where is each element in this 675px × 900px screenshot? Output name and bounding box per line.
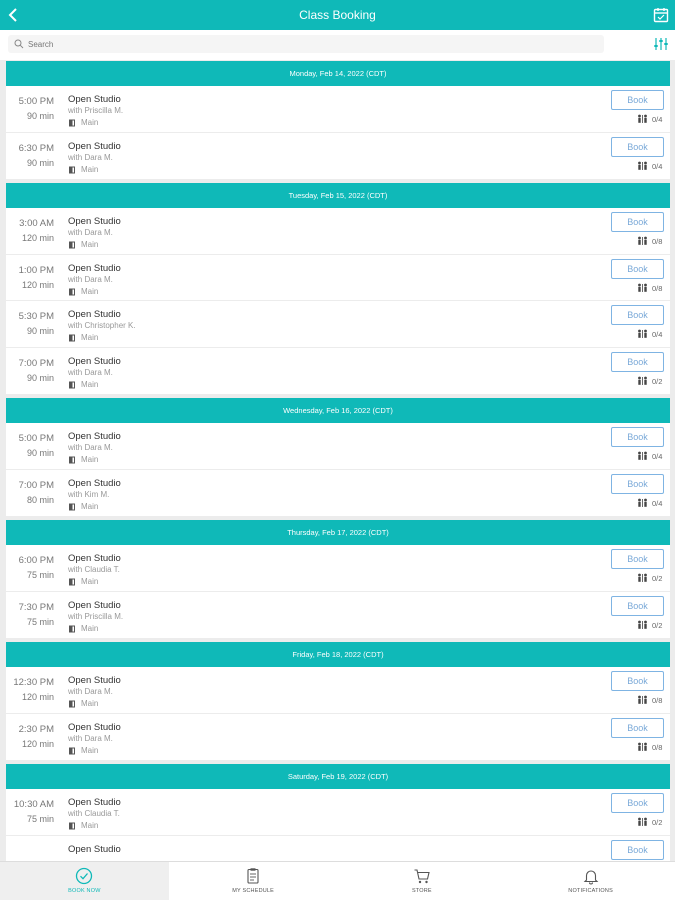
- book-button[interactable]: Book: [611, 718, 664, 738]
- tab-label: BOOK NOW: [68, 888, 101, 894]
- session-duration: 120 min: [21, 738, 54, 749]
- day-header: Saturday, Feb 19, 2022 (CDT): [6, 764, 670, 789]
- session-time: 6:00 PM: [18, 555, 54, 566]
- sliders-icon[interactable]: [653, 36, 669, 52]
- calendar-icon[interactable]: [653, 7, 669, 23]
- capacity-count: 0/2: [652, 376, 663, 386]
- book-button[interactable]: Book: [611, 427, 664, 447]
- location-label: Main: [81, 699, 99, 708]
- search-box[interactable]: [8, 35, 604, 53]
- book-button[interactable]: Book: [611, 137, 664, 157]
- people-icon: [637, 498, 648, 508]
- room-icon: [68, 456, 76, 464]
- session-duration: 90 min: [26, 157, 54, 168]
- session-time: 10:30 AM: [13, 799, 54, 810]
- room-icon: [68, 119, 76, 127]
- tab-label: STORE: [411, 888, 432, 894]
- instructor-name: with Dara M.: [68, 687, 113, 696]
- session-time: 5:30 PM: [18, 311, 54, 322]
- session-time: 7:30 PM: [18, 601, 54, 613]
- class-name: Open Studio: [68, 721, 121, 733]
- day-header: Wednesday, Feb 16, 2022 (CDT): [6, 398, 670, 423]
- tab-label: MY SCHEDULE: [232, 888, 275, 894]
- people-icon: [637, 236, 648, 246]
- class-session-row[interactable]: [6, 545, 670, 592]
- class-name: Open Studio: [68, 675, 121, 686]
- day-section: [6, 642, 670, 760]
- session-time: 7:00 PM: [18, 479, 54, 491]
- book-button[interactable]: Book: [611, 793, 664, 813]
- capacity-count: 0/4: [652, 330, 663, 339]
- session-duration: 90 min: [26, 448, 54, 458]
- class-name: Open Studio: [68, 262, 121, 274]
- capacity-count: 0/4: [652, 115, 663, 124]
- class-name: Open Studio: [68, 355, 121, 367]
- page-title: Class Booking: [299, 8, 376, 22]
- day-header: Thursday, Feb 17, 2022 (CDT): [6, 520, 670, 545]
- people-icon: [637, 283, 648, 293]
- search-icon: [14, 39, 24, 49]
- capacity-count: 0/8: [652, 237, 663, 246]
- tab-notifications[interactable]: [506, 862, 675, 900]
- people-icon: [637, 695, 648, 705]
- location-label: Main: [81, 577, 99, 586]
- location-label: Main: [81, 455, 99, 464]
- location-label: Main: [81, 623, 99, 633]
- app-header: [0, 0, 675, 30]
- book-button[interactable]: Book: [611, 549, 664, 569]
- class-session-row[interactable]: [6, 348, 670, 395]
- capacity-count: 0/8: [652, 742, 663, 752]
- room-icon: [68, 381, 76, 389]
- class-name: Open Studio: [68, 94, 121, 105]
- class-session-row[interactable]: [6, 86, 670, 133]
- class-session-row[interactable]: [6, 789, 670, 836]
- book-button[interactable]: Book: [611, 352, 664, 372]
- class-name: Open Studio: [68, 843, 121, 855]
- class-session-row[interactable]: [6, 667, 670, 714]
- location-label: Main: [81, 164, 99, 174]
- instructor-name: with Dara M.: [68, 367, 113, 377]
- class-name: Open Studio: [68, 309, 121, 320]
- class-session-row[interactable]: [6, 255, 670, 302]
- day-section: [6, 183, 670, 394]
- book-button[interactable]: Book: [611, 212, 664, 232]
- check-circle-icon: [75, 867, 93, 885]
- class-name: Open Studio: [68, 477, 121, 489]
- class-session-row[interactable]: [6, 133, 670, 180]
- bell-icon: [582, 867, 600, 885]
- book-button[interactable]: Book: [611, 474, 664, 494]
- session-time: 5:00 PM: [18, 96, 54, 107]
- location-label: Main: [81, 821, 99, 830]
- session-duration: 90 min: [26, 326, 54, 336]
- class-name: Open Studio: [68, 553, 121, 564]
- room-icon: [68, 578, 76, 586]
- instructor-name: with Claudia T.: [68, 565, 120, 574]
- room-icon: [68, 747, 76, 755]
- session-time: 7:00 PM: [18, 357, 54, 369]
- session-time: 1:00 PM: [18, 264, 54, 276]
- search-bar: [0, 30, 675, 60]
- tab-book-now[interactable]: [0, 862, 169, 900]
- session-duration: 80 min: [26, 494, 54, 505]
- class-session-row[interactable]: [6, 592, 670, 639]
- session-time: 3:00 AM: [19, 218, 54, 229]
- instructor-name: with Dara M.: [68, 152, 113, 162]
- class-name: Open Studio: [68, 797, 121, 808]
- room-icon: [68, 241, 76, 249]
- capacity-count: 0/2: [652, 620, 663, 630]
- day-section: [6, 520, 670, 638]
- class-name: Open Studio: [68, 140, 121, 152]
- day-header: Tuesday, Feb 15, 2022 (CDT): [6, 183, 670, 208]
- day-section: [6, 764, 670, 861]
- room-icon: [68, 503, 76, 511]
- instructor-name: with Priscilla M.: [68, 611, 124, 621]
- book-button[interactable]: Book: [611, 840, 664, 860]
- people-icon: [637, 114, 648, 124]
- book-button[interactable]: Book: [611, 305, 664, 325]
- room-icon: [68, 822, 76, 830]
- session-time: 6:30 PM: [18, 142, 54, 154]
- book-button[interactable]: Book: [611, 671, 664, 691]
- people-icon: [637, 817, 648, 827]
- clipboard-icon: [244, 867, 262, 885]
- location-label: Main: [81, 240, 99, 249]
- session-time: 2:30 PM: [18, 723, 54, 735]
- capacity-count: 0/4: [652, 452, 663, 461]
- session-duration: 120 min: [21, 692, 54, 702]
- session-time: 12:30 PM: [13, 677, 54, 688]
- tab-label: NOTIFICATIONS: [568, 888, 613, 894]
- location-label: Main: [81, 333, 99, 342]
- session-duration: 75 min: [26, 616, 54, 627]
- search-input[interactable]: [28, 37, 588, 51]
- day-header: Friday, Feb 18, 2022 (CDT): [6, 642, 670, 667]
- people-icon: [637, 161, 648, 171]
- class-session-row[interactable]: [6, 836, 670, 862]
- book-button[interactable]: Book: [611, 259, 664, 279]
- day-section: [6, 61, 670, 179]
- instructor-name: with Christopher K.: [68, 321, 136, 330]
- people-icon: [637, 451, 648, 461]
- session-duration: 120 min: [21, 279, 54, 290]
- class-session-row[interactable]: [6, 423, 670, 470]
- room-icon: [68, 700, 76, 708]
- location-label: Main: [81, 118, 99, 127]
- room-icon: [68, 625, 76, 633]
- book-button[interactable]: Book: [611, 596, 664, 616]
- session-duration: 75 min: [26, 814, 54, 824]
- session-duration: 90 min: [26, 372, 54, 383]
- capacity-count: 0/8: [652, 283, 663, 293]
- instructor-name: with Kim M.: [68, 489, 110, 499]
- room-icon: [68, 334, 76, 342]
- cart-icon: [413, 867, 431, 885]
- session-duration: 75 min: [26, 570, 54, 580]
- day-header: Monday, Feb 14, 2022 (CDT): [6, 61, 670, 86]
- session-duration: 120 min: [21, 233, 54, 243]
- capacity-count: 0/2: [652, 574, 663, 583]
- capacity-count: 0/8: [652, 696, 663, 705]
- instructor-name: with Priscilla M.: [68, 106, 124, 115]
- people-icon: [637, 329, 648, 339]
- location-label: Main: [81, 745, 99, 755]
- book-button[interactable]: Book: [611, 90, 664, 110]
- class-name: Open Studio: [68, 431, 121, 442]
- class-session-row[interactable]: [6, 714, 670, 761]
- room-icon: [68, 288, 76, 296]
- people-icon: [637, 573, 648, 583]
- instructor-name: with Claudia T.: [68, 809, 120, 818]
- people-icon: [637, 376, 648, 386]
- people-icon: [637, 742, 648, 752]
- capacity-count: 0/4: [652, 498, 663, 508]
- capacity-count: 0/2: [652, 818, 663, 827]
- class-schedule-list: [6, 61, 670, 861]
- class-name: Open Studio: [68, 599, 121, 611]
- session-duration: 90 min: [26, 111, 54, 121]
- day-section: [6, 398, 670, 516]
- tab-my-schedule[interactable]: [169, 862, 338, 900]
- class-name: Open Studio: [68, 216, 121, 227]
- room-icon: [68, 166, 76, 174]
- location-label: Main: [81, 501, 99, 511]
- session-time: 5:00 PM: [18, 433, 54, 444]
- capacity-count: 0/4: [652, 161, 663, 171]
- people-icon: [637, 620, 648, 630]
- location-label: Main: [81, 379, 99, 389]
- class-session-row[interactable]: [6, 208, 670, 255]
- class-session-row[interactable]: [6, 301, 670, 348]
- instructor-name: with Dara M.: [68, 228, 113, 237]
- location-label: Main: [81, 286, 99, 296]
- class-session-row[interactable]: [6, 470, 670, 517]
- tab-store[interactable]: [338, 862, 507, 900]
- bottom-tab-bar: [0, 861, 675, 900]
- instructor-name: with Dara M.: [68, 274, 113, 284]
- instructor-name: with Dara M.: [68, 443, 113, 452]
- instructor-name: with Dara M.: [68, 733, 113, 743]
